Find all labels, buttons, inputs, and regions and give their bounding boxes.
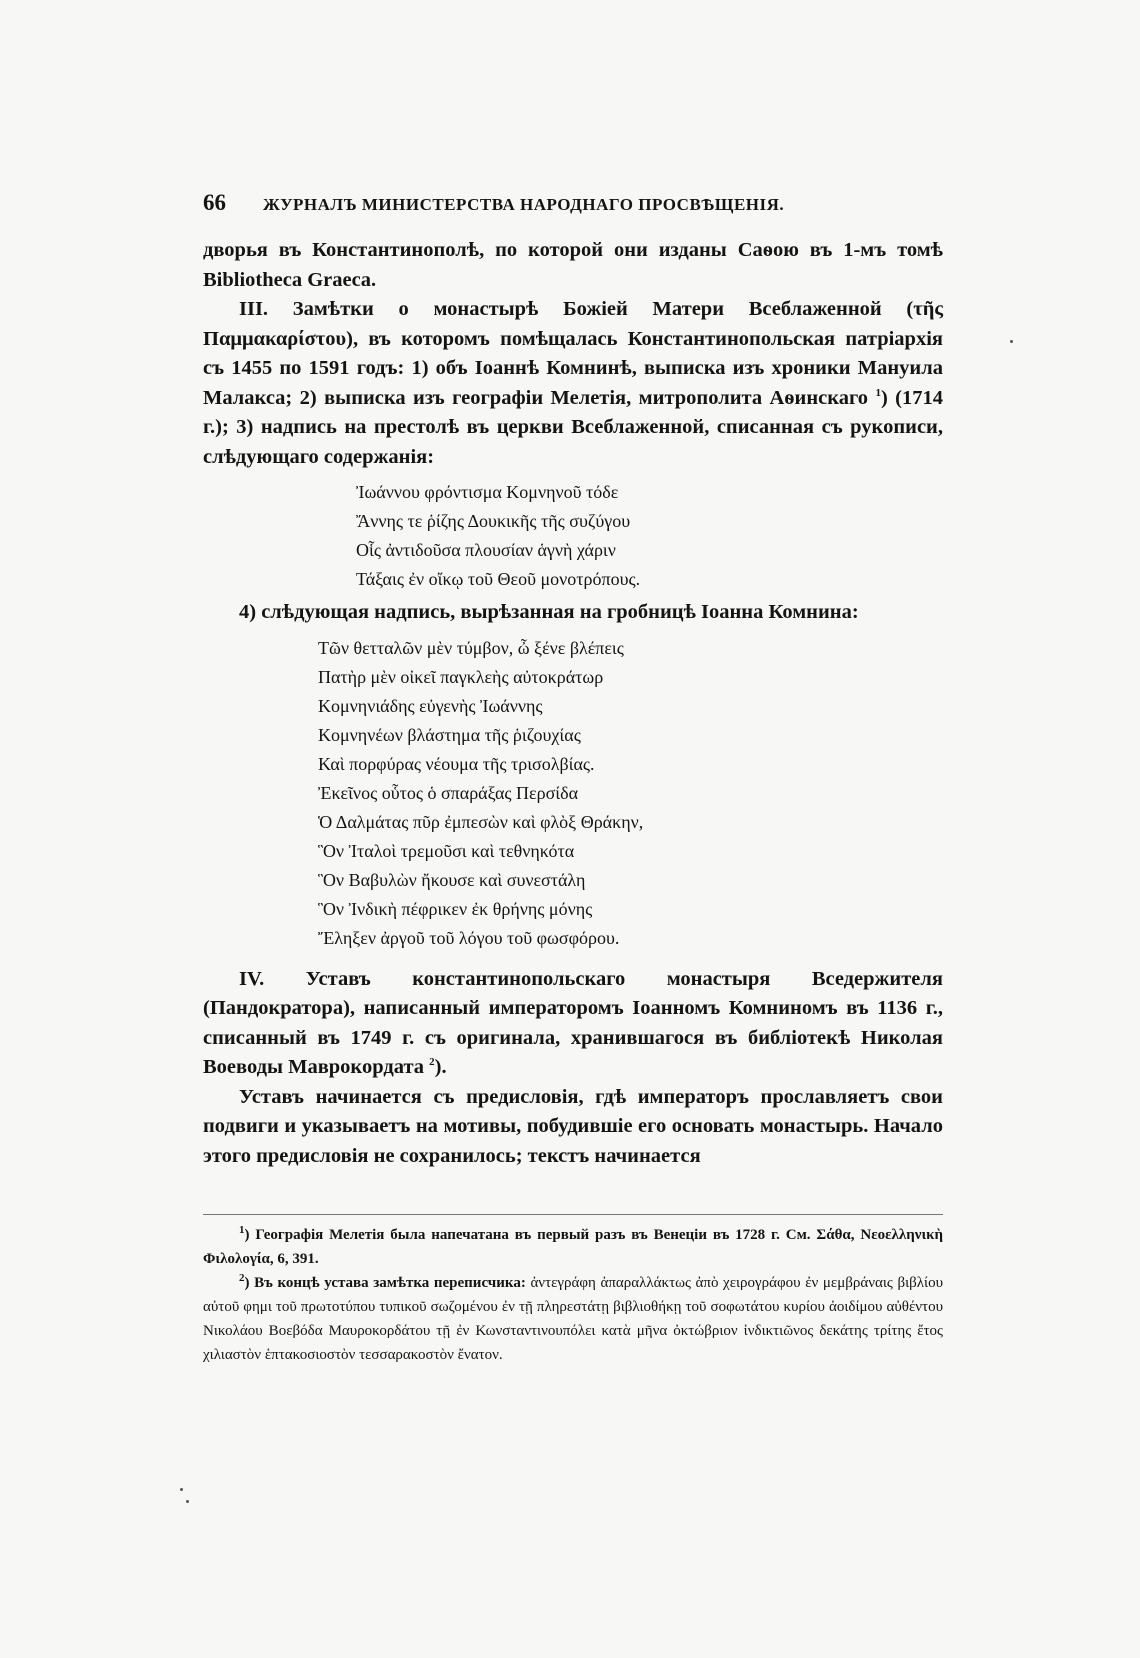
paragraph-4: IV. Уставъ константинопольскаго монастыря Вседержителя (Пандократора), написанный императоромъ Іоанномъ Комниномъ въ 1136 г., списанный въ 1749 г. съ оригинала, хранившагося въ библіотекѣ Николая Воеводы Маврокордата $^2$). [203, 967, 943, 1078]
paragraph-5: Уставъ начинается съ предисловія, гдѣ императоръ прославляетъ свои подвиги и указываетъ на мотивы, побудившіе его основать монастырь. Начало этого предисловія не сохранилось; текстъ начинается [203, 1085, 943, 1167]
poem-line: Καὶ πορφύρας νέουμα τῆς τρισολβίας. [318, 753, 595, 774]
scan-speck [180, 1488, 183, 1491]
inscription-tomb [203, 634, 943, 953]
running-header [203, 190, 943, 216]
footnote-ref-2: 2 [429, 1056, 435, 1069]
footnotes [203, 1223, 943, 1367]
scan-speck [1010, 340, 1013, 343]
poem-line: Πατὴρ μὲν οἰκεῖ παγκλεὴς αὐτοκράτωρ [318, 666, 604, 687]
poem-line: Ἐκεῖνος οὗτος ὁ σπαράξας Περσίδα [318, 782, 579, 803]
scan-speck [186, 1500, 189, 1503]
poem-line: Ἰωάννου φρόντισμα Κομνηνοῦ τόδε [356, 482, 619, 502]
poem-line: Οἷς ἀντιδοῦσα πλουσίαν ἁγνὴ χάριν [356, 540, 616, 560]
poem-line: Κομνηνέων βλάστημα τῆς ῥιζουχίας [318, 724, 581, 745]
poem-line: Ἔληξεν ἀργοῦ τοῦ λόγου τοῦ φωσφόρου. [318, 927, 620, 948]
footnote-ref-1: 1 [875, 386, 881, 399]
poem-line: Ὃν Ἰνδικὴ πέφρικεν ἐκ θρήνης μόνης [318, 898, 593, 919]
footnote-1: $^1$) Географія Мелетія была напечатана въ первый разъ въ Венеціи въ 1728 г. См. Σάθα, Νεοελληνικὴ Φιλολογία, 6, 391. [203, 1224, 943, 1267]
paragraph-3: 4) слѣдующая надпись, вырѣзанная на гробницѣ Іоанна Комнина: [239, 601, 859, 623]
running-title: ЖУРНАЛЪ МИНИСТЕРСТВА НАРОДНАГО ПРОСВѢЩЕНІЯ. [263, 195, 785, 214]
poem-line: Ἄννης τε ῥίζης Δουκικῆς τῆς συζύγου [356, 511, 631, 531]
page-number: 66 [203, 190, 226, 215]
poem-line: Τῶν θετταλῶν μὲν τύμβον, ὦ ξένε βλέπεις [318, 637, 624, 658]
poem-line: Τάξαις ἐν οἴκῳ τοῦ Θεοῦ μονοτρόπους. [356, 569, 641, 589]
paragraph-2: III. Замѣтки о монастырѣ Божіей Матери Всеблаженной (τῆς Παμμακαρίστου), въ которомъ помѣщалась Константинопольская патріархія съ 1455 по 1591 годъ: 1) объ Іоаннѣ Комнинѣ, выписка изъ хроники Мануила Малакса; 2) выписка изъ географіи Мелетія, митрополита Аѳинскаго $^1$) (1714 г.); 3) надпись на престолѣ въ церкви Всеблаженной, списанная съ рукописи, слѣдующаго содержанія: [203, 298, 943, 468]
poem-line: Κομνηνιάδης εὐγενὴς Ἰωάννης [318, 695, 543, 716]
footnote-divider [203, 1214, 943, 1215]
poem-line: Ὁ Δαλμάτας πῦρ ἐμπεσὼν καὶ φλὸξ Θράκην, [318, 811, 644, 832]
inscription-altar [203, 478, 943, 594]
footnote-2: $^2$) Въ концѣ устава замѣтка переписчика: ἀντεγράφη ἀπαραλλάκτως ἀπὸ χειρογράφου ἐν μεμβράναις βιβλίου αὐτοῦ φημι τοῦ πρωτοτύπου τυπικοῦ σωζομένου ἐν τῇ πληρεστάτῃ βιβλιοθήκῃ τοῦ σοφωτάτου κυρίου ἀοιδίμου αὐθέντου Νικολάου Βοεβόδα Μαυροκορδάτου τῇ ἐν Κωνσταντινουπόλει κατὰ μῆνα ὀκτώβριον ἰνδικτιῶνος δεκάτης τρίτης ἔτος χιλιαστὸν ἑπτακοσιοστὸν τεσσαρακοστὸν ἔνατον. [203, 1272, 943, 1363]
poem-line: Ὃν Ἰταλοὶ τρεμοῦσι καὶ τεθνηκότα [318, 840, 575, 861]
main-text [203, 236, 943, 1171]
paragraph-1: дворья въ Константинополѣ, по которой они изданы Саѳою въ 1-мъ томѣ Bibliotheca Graeca. [203, 239, 943, 291]
poem-line: Ὃν Βαβυλὼν ἤκουσε καὶ συνεστάλη [318, 869, 586, 890]
